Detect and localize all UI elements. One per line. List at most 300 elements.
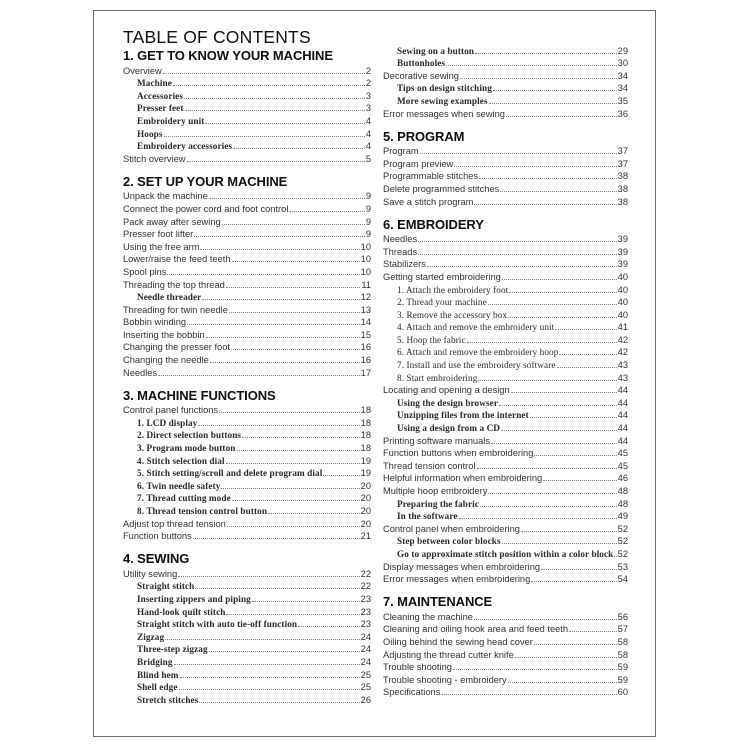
toc-entry[interactable] (123, 693, 371, 706)
toc-entry-label: Straight stitch (137, 581, 195, 592)
dot-leader (569, 631, 617, 632)
dot-leader (187, 324, 360, 325)
toc-entry-page-number: 38 (617, 196, 628, 207)
toc-section (383, 217, 628, 586)
toc-entry[interactable] (123, 328, 371, 341)
toc-entry[interactable] (123, 517, 371, 530)
toc-entry-page-number: 44 (617, 423, 628, 434)
dot-leader (521, 531, 617, 532)
toc-entry[interactable] (123, 404, 371, 417)
toc-entry[interactable] (383, 170, 628, 183)
toc-entry[interactable] (383, 434, 628, 447)
toc-entry-label: 1. Attach the embroidery foot (397, 284, 509, 295)
toc-entry-page-number: 37 (617, 146, 628, 157)
dot-leader (206, 337, 360, 338)
toc-entry[interactable] (383, 182, 628, 195)
toc-entry-page-number: 36 (617, 108, 628, 119)
toc-entry-label: Preparing the fabric (397, 498, 479, 509)
toc-entry-page-number: 23 (360, 619, 371, 630)
toc-entry[interactable] (383, 560, 628, 573)
section-heading: 3. MACHINE FUNCTIONS (123, 387, 276, 403)
toc-entry[interactable] (383, 57, 628, 70)
dot-leader (493, 90, 617, 91)
toc-entry-label: 4. Attach and remove the embroidery unit (397, 322, 555, 333)
toc-entry[interactable] (383, 321, 628, 334)
toc-entry[interactable] (383, 270, 628, 283)
toc-entry[interactable] (123, 668, 371, 681)
toc-entry-page-number: 37 (617, 158, 628, 169)
toc-entry-label: Printing software manuals (383, 435, 490, 446)
toc-entry[interactable] (383, 610, 628, 623)
toc-entry-label: Inserting zippers and piping (137, 593, 251, 604)
toc-entry[interactable] (383, 358, 628, 371)
dot-leader (441, 694, 616, 695)
toc-entry[interactable] (123, 89, 371, 102)
toc-entry[interactable] (123, 303, 371, 316)
dot-leader (454, 166, 616, 167)
toc-entry-label: Unpack the machine (123, 191, 208, 202)
dot-leader (506, 116, 617, 117)
dot-leader (289, 211, 364, 212)
toc-entry-label: Control panel when embroidering (383, 523, 520, 534)
dot-leader (210, 362, 360, 363)
toc-entry-page-number: 29 (617, 45, 628, 56)
toc-entry[interactable] (383, 535, 628, 548)
toc-entry[interactable] (383, 497, 628, 510)
toc-entry-label: 8. Start embroidering (397, 372, 478, 383)
section-heading: 5. PROGRAM (383, 128, 465, 144)
toc-entry-page-number: 4 (365, 128, 371, 139)
toc-entry-page-number: 9 (365, 203, 371, 214)
toc-entry[interactable] (383, 573, 628, 586)
toc-entry-page-number: 40 (617, 271, 628, 282)
toc-entry[interactable] (383, 346, 628, 359)
toc-entry-page-number: 40 (617, 284, 628, 295)
toc-entry-page-number: 41 (617, 322, 628, 333)
toc-entry[interactable] (123, 605, 371, 618)
dot-leader (488, 493, 616, 494)
dot-leader (219, 412, 360, 413)
dot-leader (459, 518, 617, 519)
toc-entry-page-number: 43 (617, 372, 628, 383)
toc-entry[interactable] (383, 82, 628, 95)
toc-entry-label: Trouble shooting (383, 662, 452, 673)
dot-leader (474, 204, 616, 205)
dot-leader (232, 261, 360, 262)
toc-entry-label: Using a design from a CD (397, 423, 501, 434)
toc-entry-page-number: 58 (617, 636, 628, 647)
toc-entry-page-number: 20 (360, 518, 371, 529)
toc-entry-page-number: 5 (365, 153, 371, 164)
toc-entry-label: In the software (397, 511, 458, 522)
toc-entry-label: Program (383, 146, 419, 157)
toc-entry[interactable] (123, 366, 371, 379)
dot-leader (418, 254, 617, 255)
dot-leader (222, 224, 365, 225)
toc-entry-label: Step between color blocks (397, 536, 501, 547)
toc-entry-label: Multiple hoop embroidery (383, 486, 488, 496)
toc-entry[interactable] (123, 681, 371, 694)
toc-entry-label: Specifications (383, 687, 441, 698)
toc-entry-page-number: 19 (360, 468, 371, 479)
toc-entry[interactable] (123, 592, 371, 605)
toc-entry[interactable] (383, 522, 628, 535)
toc-entry[interactable] (123, 655, 371, 668)
toc-entry-label: Delete programmed stitches (383, 183, 500, 194)
toc-entry[interactable] (383, 233, 628, 246)
dot-leader (474, 619, 617, 620)
toc-entry-label: Function buttons (123, 531, 192, 542)
dot-leader (179, 689, 360, 690)
dot-leader (508, 317, 617, 318)
toc-section (383, 594, 628, 698)
toc-entry-page-number: 18 (360, 405, 371, 416)
toc-entry[interactable] (383, 371, 628, 384)
section-gap (383, 208, 628, 217)
toc-entry[interactable] (123, 228, 371, 241)
dot-leader (543, 480, 616, 481)
toc-entry-label: Control panel functions (123, 405, 219, 416)
toc-entry-page-number: 2 (365, 78, 371, 89)
toc-entry-label: Needles (383, 234, 418, 245)
toc-entry-label: Cleaning and oiling hook area and feed teeth (383, 624, 569, 635)
toc-entry-page-number: 11 (361, 279, 371, 290)
toc-entry-page-number: 20 (360, 506, 371, 516)
toc-entry[interactable] (123, 429, 371, 442)
toc-entry[interactable] (383, 510, 628, 523)
toc-entry-label: Connect the power cord and foot control (123, 203, 289, 214)
toc-entry[interactable] (383, 484, 628, 497)
toc-entry-label: 2. Thread your machine (397, 297, 487, 308)
toc-entry-label: Spool pins (123, 266, 167, 277)
toc-entry-label: Hoops (137, 128, 163, 139)
toc-entry[interactable] (123, 580, 371, 593)
toc-entry[interactable] (123, 467, 371, 480)
toc-entry[interactable] (383, 94, 628, 107)
toc-entry-page-number: 46 (617, 473, 628, 484)
toc-entry[interactable] (383, 384, 628, 397)
toc-entry[interactable] (123, 441, 371, 454)
toc-entry[interactable] (383, 623, 628, 636)
toc-entry[interactable] (123, 77, 371, 90)
toc-entry-label: Changing the presser foot (123, 342, 230, 353)
toc-entry-page-number: 34 (617, 83, 628, 94)
dot-leader (453, 669, 617, 670)
toc-entry[interactable] (383, 283, 628, 296)
toc-entry[interactable] (123, 190, 371, 203)
toc-entry-page-number: 60 (617, 687, 628, 698)
toc-entry[interactable] (383, 472, 628, 485)
section-heading: 4. SEWING (123, 551, 190, 567)
toc-entry-page-number: 18 (360, 417, 371, 428)
dot-leader (199, 702, 359, 703)
dot-leader (200, 249, 359, 250)
toc-entry-page-number: 39 (617, 259, 628, 270)
toc-entry[interactable] (123, 265, 371, 278)
toc-entry-label: Pack away after sewing (123, 216, 221, 227)
toc-entry-page-number: 10 (360, 266, 371, 277)
dot-leader (174, 664, 360, 665)
toc-entry-label: 7. Install and use the embroidery software (397, 360, 556, 371)
toc-entry-label: Accessories (137, 90, 183, 101)
toc-entry-label: Zigzag (137, 631, 165, 642)
toc-section (123, 48, 371, 165)
toc-entry[interactable] (123, 479, 371, 492)
toc-entry[interactable] (383, 44, 628, 57)
toc-entry[interactable] (383, 447, 628, 460)
toc-entry-page-number: 44 (617, 410, 628, 421)
toc-entry-label: More sewing examples (397, 95, 488, 106)
dot-leader (298, 626, 360, 627)
dot-leader (226, 614, 359, 615)
toc-entry[interactable] (123, 353, 371, 366)
toc-section (123, 174, 371, 379)
toc-entry[interactable] (383, 245, 628, 258)
dot-leader (502, 279, 617, 280)
toc-entry[interactable] (123, 492, 371, 505)
toc-entry-page-number: 3 (365, 90, 371, 101)
toc-entry-label: Helpful information when embroidering (383, 473, 543, 484)
toc-entry[interactable] (123, 253, 371, 266)
toc-entry-label: Three-step zigzag (137, 644, 208, 655)
toc-entry-label: Presser feet (137, 103, 184, 114)
toc-entry-label: Adjusting the thread cutter knife (383, 649, 514, 660)
toc-entry-page-number: 18 (360, 430, 371, 441)
toc-entry[interactable] (123, 215, 371, 228)
toc-entry-page-number: 14 (360, 317, 371, 328)
section-heading: 6. EMBROIDERY (383, 216, 484, 232)
toc-entry-page-number: 59 (617, 674, 628, 685)
toc-entry-label: Function buttons when embroidering (383, 448, 534, 459)
toc-entry[interactable] (383, 648, 628, 661)
toc-entry[interactable] (123, 530, 371, 543)
toc-entry[interactable] (123, 454, 371, 467)
dot-leader (509, 292, 616, 293)
dot-leader (530, 417, 617, 418)
toc-entry[interactable] (123, 140, 371, 153)
dot-leader (164, 136, 365, 137)
dot-leader (555, 329, 616, 330)
dot-leader (488, 304, 617, 305)
dot-leader (227, 526, 360, 527)
toc-entry[interactable] (383, 459, 628, 472)
toc-entry-page-number: 16 (360, 342, 371, 353)
toc-entry[interactable] (383, 69, 628, 82)
toc-entry[interactable] (383, 296, 628, 309)
toc-entry-label: Trouble shooting - embroidery (383, 674, 507, 685)
toc-entry-page-number: 52 (617, 548, 628, 559)
toc-entry[interactable] (383, 547, 628, 560)
toc-entry-label: Program preview (383, 158, 454, 169)
toc-entry[interactable] (123, 316, 371, 329)
toc-entry-page-number: 12 (360, 292, 371, 303)
toc-entry[interactable] (123, 291, 371, 304)
toc-entry-label: Using the design browser (397, 397, 499, 408)
toc-entry-page-number: 40 (617, 297, 628, 308)
toc-entry[interactable] (383, 333, 628, 346)
toc-entry-page-number: 16 (360, 355, 371, 366)
dot-leader (209, 198, 365, 199)
toc-entry-label: 5. Stitch setting/scroll and delete program dial (137, 468, 323, 479)
toc-entry-label: Save a stitch program (383, 196, 474, 207)
toc-entry-page-number: 23 (360, 593, 371, 604)
toc-entry[interactable] (123, 618, 371, 631)
toc-entry-page-number: 25 (360, 682, 371, 693)
dot-leader (165, 639, 360, 640)
dot-leader (226, 287, 361, 288)
toc-entry-page-number: 44 (617, 385, 628, 396)
dot-leader (221, 488, 359, 489)
toc-entry-page-number: 21 (360, 531, 371, 542)
toc-entry-label: Shell edge (137, 682, 178, 693)
toc-entry-page-number: 49 (617, 511, 628, 522)
toc-entry-page-number: 52 (617, 523, 628, 534)
dot-leader (479, 178, 617, 179)
toc-entry-page-number: 25 (360, 669, 371, 680)
dot-leader (163, 73, 365, 74)
toc-entry-label: 2. Direct selection buttons (137, 430, 242, 441)
toc-entry-label: Stabilizers (383, 259, 426, 270)
toc-entry-page-number: 24 (360, 631, 371, 642)
toc-section (123, 551, 371, 706)
toc-entry-label: Adjust top thread tension (123, 518, 226, 529)
toc-entry-label: Bobbin winding (123, 317, 187, 328)
toc-entry-page-number: 45 (617, 448, 628, 459)
dot-leader (508, 682, 617, 683)
dot-leader (534, 455, 616, 456)
toc-entry-label: Overview (123, 65, 162, 76)
toc-entry[interactable] (123, 567, 371, 580)
dot-leader (232, 500, 360, 501)
toc-entry-page-number: 42 (617, 334, 628, 345)
toc-title: TABLE OF CONTENTS (123, 27, 311, 47)
toc-entry-page-number: 20 (360, 493, 371, 504)
toc-entry-page-number: 20 (360, 480, 371, 491)
dot-leader (193, 538, 360, 539)
toc-entry-page-number: 15 (360, 329, 371, 340)
dot-leader (460, 78, 617, 79)
toc-entry-label: 5. Hoop the fabric (397, 334, 466, 345)
toc-entry-label: Decorative sewing (383, 70, 459, 81)
dot-leader (195, 588, 359, 589)
dot-leader (477, 468, 617, 469)
dot-leader (233, 148, 365, 149)
toc-entry-page-number: 24 (360, 656, 371, 667)
toc-entry[interactable] (123, 278, 371, 291)
toc-entry-page-number: 45 (617, 460, 628, 471)
dot-leader (323, 475, 359, 476)
toc-entry-page-number: 38 (617, 171, 628, 182)
toc-entry-label: 1. LCD display (137, 417, 198, 428)
toc-entry-label: 8. Thread tension control button (137, 506, 268, 516)
toc-entry[interactable] (123, 416, 371, 429)
toc-entry[interactable] (383, 107, 628, 120)
dot-leader (559, 354, 616, 355)
toc-entry[interactable] (383, 686, 628, 699)
toc-entry[interactable] (123, 127, 371, 140)
dot-leader (446, 65, 617, 66)
dot-leader (229, 312, 360, 313)
toc-entry-page-number: 26 (360, 694, 371, 705)
toc-entry-label: Threading the top thread (123, 279, 225, 290)
dot-leader (491, 443, 617, 444)
dot-leader (489, 103, 617, 104)
toc-entry-page-number: 22 (360, 581, 371, 592)
dot-leader (478, 380, 616, 381)
dot-leader (242, 437, 360, 438)
dot-leader (511, 392, 617, 393)
toc-entry-page-number: 48 (617, 486, 628, 496)
toc-entry-label: 7. Thread cutting mode (137, 493, 231, 504)
toc-entry-page-number: 44 (617, 435, 628, 446)
toc-entry[interactable] (383, 258, 628, 271)
toc-entry-page-number: 53 (617, 561, 628, 572)
toc-entry[interactable] (123, 630, 371, 643)
dot-leader (467, 342, 617, 343)
toc-entry-page-number: 39 (617, 246, 628, 257)
toc-entry-page-number: 43 (617, 360, 628, 371)
dot-leader (226, 463, 360, 464)
dot-leader (502, 543, 617, 544)
toc-entry[interactable] (383, 157, 628, 170)
dot-leader (178, 576, 359, 577)
toc-entry[interactable] (123, 64, 371, 77)
dot-leader (557, 367, 617, 368)
toc-entry[interactable] (383, 145, 628, 158)
toc-entry[interactable] (123, 341, 371, 354)
toc-entry-label: Threading for twin needle (123, 304, 228, 315)
section-heading: 2. SET UP YOUR MACHINE (123, 173, 288, 189)
toc-entry[interactable] (123, 102, 371, 115)
dot-leader (427, 266, 617, 267)
dot-leader (418, 241, 617, 242)
toc-entry[interactable] (123, 240, 371, 253)
toc-entry-label: Error messages when sewing (383, 108, 505, 119)
toc-entry[interactable] (123, 202, 371, 215)
toc-entry[interactable] (383, 195, 628, 208)
dot-leader (198, 425, 359, 426)
toc-entry[interactable] (123, 152, 371, 165)
toc-entry-label: Hand-look quilt stitch (137, 606, 226, 617)
toc-entry-label: Lower/raise the feed teeth (123, 254, 231, 265)
toc-entry[interactable] (383, 396, 628, 409)
toc-entry-label: 3. Remove the accessory box (397, 309, 508, 320)
toc-entry[interactable] (123, 504, 371, 517)
toc-entry-page-number: 44 (617, 397, 628, 408)
toc-entry[interactable] (383, 421, 628, 434)
toc-entry-page-number: 4 (365, 115, 371, 126)
toc-entry[interactable] (383, 409, 628, 422)
toc-entry-label: Embroidery accessories (137, 141, 233, 152)
toc-entry[interactable] (383, 673, 628, 686)
toc-entry-label: Stretch stitches (137, 694, 199, 705)
toc-entry-label: Cleaning the machine (383, 611, 473, 622)
toc-entry[interactable] (383, 308, 628, 321)
toc-entry[interactable] (383, 635, 628, 648)
section-gap (123, 165, 371, 174)
toc-entry-label: Needles (123, 367, 158, 378)
toc-entry-page-number: 18 (360, 443, 371, 454)
toc-entry[interactable] (123, 643, 371, 656)
toc-entry[interactable] (383, 661, 628, 674)
toc-entry-page-number: 4 (365, 141, 371, 152)
toc-entry[interactable] (123, 114, 371, 127)
toc-entry-label: Go to approximate stitch position within a color block (397, 548, 614, 559)
toc-section (383, 129, 628, 208)
toc-entry-page-number: 39 (617, 234, 628, 245)
toc-entry-page-number: 30 (617, 58, 628, 69)
toc-entry-page-number: 9 (365, 216, 371, 227)
